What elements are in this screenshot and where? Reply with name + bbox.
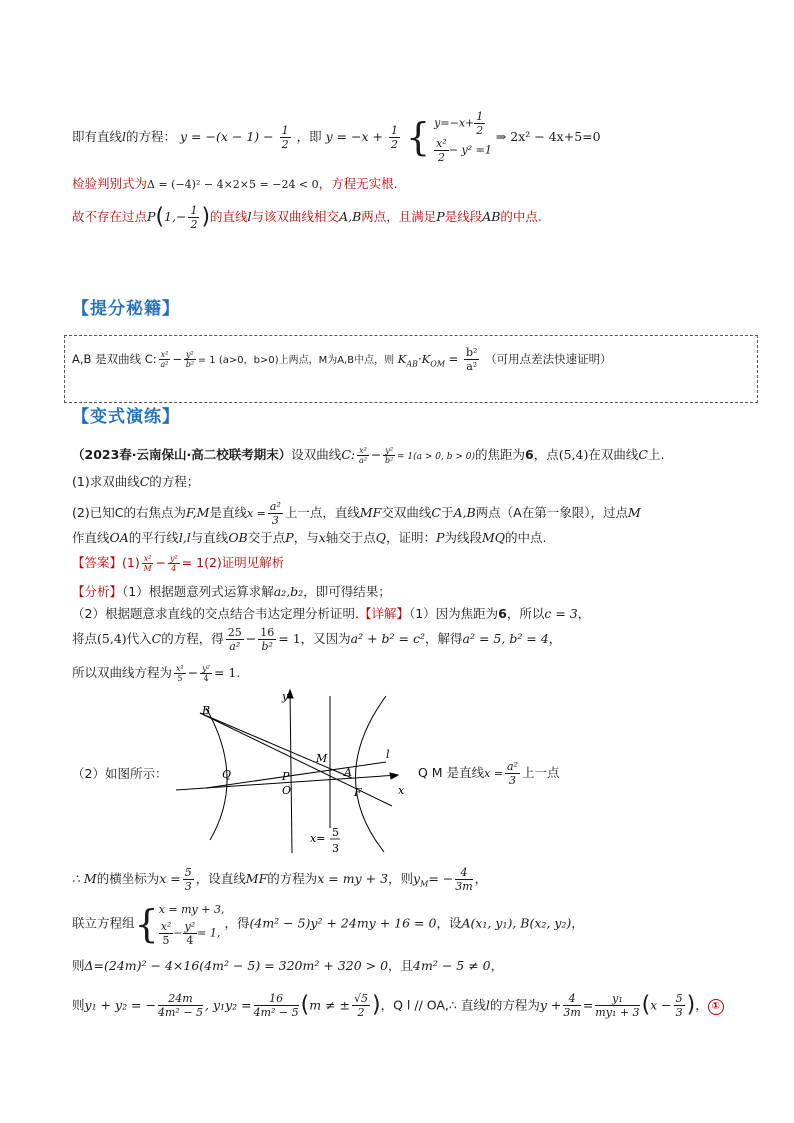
num: y²: [186, 350, 194, 359]
text: 的方程为: [267, 871, 318, 886]
math: P: [285, 530, 294, 545]
den: 3: [508, 774, 516, 787]
text: 的方程，得: [161, 631, 224, 646]
math: A,B: [453, 505, 476, 520]
equation: y = −x +: [325, 129, 384, 144]
section-heading-practice: 【变式演练】: [72, 407, 180, 427]
hyperbola-figure: [176, 688, 416, 856]
math: OB: [228, 530, 248, 545]
text: ·: [418, 352, 422, 366]
label-a: A: [344, 766, 352, 779]
text: 设双曲线: [291, 447, 342, 462]
label-xline: x=: [310, 832, 326, 845]
text: (2)证明见解析: [204, 555, 285, 570]
text: 的横坐标为: [96, 871, 160, 886]
line-discriminant: [72, 176, 398, 193]
math: , y₁y₂ =: [205, 997, 252, 1013]
sub: M: [420, 879, 429, 889]
problem-part1: [72, 474, 199, 490]
text: ，Q l // OA,∴ 直线: [380, 997, 486, 1013]
text: 所以双曲线方程为: [72, 665, 173, 680]
den: M: [143, 564, 152, 573]
solution-line-2: 所以双曲线方程为 $\frac{\text{x²}}{5}$ − $\frac{\text{y²}}{4}$ = 1.: [72, 664, 241, 683]
den: b²: [185, 360, 195, 369]
num: 16: [254, 992, 299, 1006]
text: (2)已知: [72, 505, 115, 520]
text: ，与: [293, 530, 319, 545]
num: 5: [675, 992, 683, 1005]
num: y²: [202, 664, 210, 673]
den: my₁ + 3: [595, 1006, 640, 1019]
den: 3m: [455, 880, 473, 893]
text: 则: [72, 997, 85, 1013]
label-m: M: [316, 752, 328, 765]
math: ∴ M: [72, 871, 97, 886]
num: 1: [391, 123, 399, 137]
text: (1): [122, 555, 140, 570]
eq-row: y=−x+: [434, 116, 475, 130]
math: = 1(a > 0, b > 0): [397, 452, 476, 462]
text: ，证明：: [386, 530, 437, 545]
text: 检验判别式为: [72, 176, 148, 191]
label-l: l: [386, 748, 390, 761]
xline-den: 3: [332, 842, 339, 855]
line-bf: [200, 713, 392, 806]
text: 的方程；: [149, 474, 200, 489]
tip-text: [72, 346, 612, 374]
math: y: [413, 871, 421, 886]
math: A(x₁, y₁), B(x₂, y₂): [461, 915, 572, 931]
text: 上一点，直线: [284, 505, 360, 520]
den: 3m: [563, 1006, 581, 1019]
math-var: A,B: [339, 209, 362, 224]
math: OA: [109, 530, 129, 545]
text: = 1 (a>0，b>0)上两点，M为A,B中点，则: [197, 355, 395, 366]
text: 故不存在过点: [72, 209, 148, 224]
math: x: [318, 530, 326, 545]
circled-number: ①: [708, 999, 724, 1015]
source: （2023春·云南保山·高二校联考期末）: [72, 447, 292, 462]
line-conclusion: 故不存在过点P(1,− $\frac{1}{2}$ )的直线l与该双曲线相交A,B两点，且满足P是线段AB的中点.: [72, 204, 542, 231]
text: 两点，且满足: [361, 209, 437, 224]
figure-prefix: （2）如图所示：: [72, 766, 168, 781]
math: x =: [246, 507, 266, 520]
problem-part2-line1: [72, 500, 641, 527]
text: (1)求双曲线: [72, 474, 140, 489]
num: 1: [190, 204, 198, 217]
den: 4m² − 5: [253, 1006, 299, 1019]
num: 1: [281, 123, 289, 137]
right-branch: [355, 696, 386, 852]
label-q: Q: [222, 768, 232, 781]
num: √5: [354, 992, 369, 1005]
label-o: O: [282, 784, 292, 797]
solution-line-1: 将点(5,4)代入C的方程，得 $\frac{25}{\text{a²}}$ − $\frac{16}{\text{b²}}$ = 1，又因为a² + b² = c²，解得a² = 5, b² = 4，: [72, 626, 562, 653]
label-x: x: [398, 784, 405, 797]
eq-row: − y² =1: [448, 143, 492, 157]
line-discriminant-2: [72, 958, 503, 974]
text: ，点: [533, 447, 559, 462]
math: x −: [650, 997, 672, 1013]
num: 4: [455, 866, 472, 880]
label: 【分析】: [72, 584, 123, 599]
label: 【答案】: [72, 555, 123, 570]
math: 1,−: [164, 209, 187, 224]
math: = 1.: [213, 665, 241, 680]
den: b²: [385, 456, 394, 465]
num: b²: [465, 346, 478, 359]
value: 6: [525, 447, 534, 462]
text: ，方程无实根.: [318, 176, 398, 191]
den: 3: [184, 880, 192, 893]
line-m-coordinate: [72, 866, 487, 893]
line-system: [72, 900, 584, 950]
text: 作直线: [72, 530, 110, 545]
num: x²: [359, 446, 367, 455]
text: 上一点: [521, 765, 560, 780]
line-vieta: 则y₁ + y₂ = − $\frac{24m}{\text{4m² − 5}}$ , y₁y₂ = $\frac{16}{\text{4m² − 5}}$ (m ≠ ± $\frac{√5}{2}$ )，Q l // OA,∴ 直线l的方程为y + $\frac{4}{3m}$ = $\frac{\text{y₁}}{\text{my₁ + 3}}$ (x − $\frac{5}{3}$ )， ①: [72, 992, 724, 1032]
analysis-line-2: [72, 606, 590, 622]
den: 2: [391, 137, 399, 151]
figure-note: [418, 760, 559, 787]
math: C: [139, 474, 150, 489]
math: P: [436, 530, 445, 545]
num: a²: [507, 760, 518, 773]
text: （1）因为焦距为: [408, 606, 499, 621]
math: a₂,b₂: [273, 584, 304, 599]
den: a²: [358, 456, 367, 465]
den: 4m² − 5: [157, 1006, 204, 1019]
num: y²: [184, 920, 196, 933]
text: 是直线: [209, 505, 247, 520]
text: ，解得: [425, 631, 463, 646]
math: MF: [359, 505, 382, 520]
math: a² = 5, b² = 4: [462, 631, 549, 646]
analysis-line-1: [72, 584, 391, 600]
math: K: [421, 352, 431, 366]
label-y: y: [282, 690, 289, 703]
num: x²: [160, 920, 172, 933]
math: (5,4): [97, 631, 127, 646]
math: F,M: [185, 505, 210, 520]
fraction: [280, 124, 291, 151]
text: C的右焦点为: [114, 505, 186, 520]
math: C: [431, 505, 441, 520]
answer-line: 【答案】(1) $\frac{\text{x²}}{M}$ − $\frac{\text{y²}}{4}$ = 1(2)证明见解析: [72, 554, 285, 573]
math: MF: [245, 871, 268, 886]
text: （可用点差法快速证明）: [485, 352, 612, 366]
den: a²: [160, 360, 169, 369]
math: a² + b² = c²: [350, 631, 426, 646]
math: C: [151, 631, 162, 646]
text: 是线段: [444, 209, 483, 224]
text: 联立方程组: [72, 915, 135, 931]
text: ，即: [296, 129, 322, 144]
math: x =: [484, 767, 503, 780]
xline-num: 5: [332, 826, 339, 839]
text: ，又因为: [300, 631, 351, 646]
math: C: [638, 447, 648, 462]
num: x²: [160, 350, 169, 359]
text: 的焦距为: [475, 447, 526, 462]
text: ，: [577, 606, 591, 621]
text: ，且: [388, 958, 414, 973]
text: 上.: [647, 447, 665, 462]
math: l: [485, 997, 490, 1013]
text: 与该双曲线相交: [251, 209, 340, 224]
text: 轴交于点: [325, 530, 376, 545]
math: =: [582, 997, 594, 1013]
equation-system: [434, 110, 492, 164]
math: c = 3: [544, 606, 578, 621]
line-l: [206, 762, 386, 788]
left-brace: {: [406, 115, 431, 159]
num: 5: [184, 866, 192, 879]
equation-system: x = my + 3, $\frac{\text{x²}}{5}$ − $\frac{\text{y²}}{4}$ = 1,: [159, 900, 225, 947]
math: = 1: [278, 631, 301, 646]
math: y₁ + y₂ = −: [84, 997, 156, 1013]
text: 与直线: [190, 530, 229, 545]
text: ，设直线: [195, 871, 246, 886]
value: 6: [498, 606, 507, 621]
den: 2: [357, 1006, 365, 1019]
math: m ≠ ±: [309, 997, 350, 1013]
math-var: l: [247, 209, 252, 224]
equation: y = −(x − 1) −: [180, 129, 274, 144]
text: ，所以: [506, 606, 545, 621]
label: 【详解】: [358, 606, 409, 621]
text: ，: [571, 915, 584, 931]
math: x =: [159, 871, 181, 886]
text: = 1: [181, 555, 205, 570]
text: 的平行线: [128, 530, 179, 545]
text: （1）根据题意列式运算求解: [122, 584, 274, 599]
label-b: B: [202, 704, 211, 717]
y-axis: [290, 690, 292, 853]
text: Q M 是直线: [418, 765, 485, 780]
text: 的中点.: [500, 209, 542, 224]
num: 4: [563, 992, 580, 1006]
text: 于: [440, 505, 454, 520]
math: M: [627, 505, 641, 520]
sub: AB: [406, 359, 419, 369]
problem-line-1: （2023春·云南保山·高二校联考期末）设双曲线C: $\frac{\text{x²}}{\text{a²}}$ − $\frac{\text{y²}}{\text{b²}}$ = 1(a > 0, b > 0)的焦距为6，点(5,4)在双曲线C上.: [72, 446, 665, 465]
math: MQ: [481, 530, 506, 545]
line-line-equation: [72, 110, 601, 170]
text: ，则: [388, 871, 414, 886]
text: ，: [490, 958, 504, 973]
den: 3: [675, 1006, 683, 1019]
text: ，设: [436, 915, 462, 931]
math: 4m² − 5 ≠ 0: [413, 958, 491, 973]
num: y₁: [595, 992, 639, 1006]
sub: OM: [430, 359, 446, 369]
den: 2: [190, 218, 198, 231]
den: b²: [261, 640, 273, 653]
text: ，得: [224, 915, 250, 931]
den: 3: [271, 514, 279, 527]
math: Δ=(24m)² − 4×16(4m² − 5) = 320m² + 320 > 0: [84, 958, 389, 973]
math: l,l: [178, 530, 191, 545]
math: (5,4): [558, 447, 589, 462]
text: ，即可得结果；: [303, 584, 391, 599]
den: 2: [437, 151, 445, 164]
text: 的中点.: [505, 530, 547, 545]
num: y²: [385, 446, 394, 455]
text: ，: [695, 997, 708, 1013]
left-brace: {: [134, 901, 159, 946]
label-p: P: [282, 770, 290, 783]
math-var: P: [436, 209, 445, 224]
math: Q: [375, 530, 387, 545]
text: 将点: [72, 631, 98, 646]
math-var: P: [147, 209, 156, 224]
text: 的直线: [210, 209, 248, 224]
text: 则: [72, 958, 85, 973]
math: y +: [539, 997, 562, 1013]
num: a²: [269, 500, 281, 513]
num: 24m: [158, 992, 203, 1006]
den: 2: [476, 124, 484, 137]
text: 为线段: [444, 530, 482, 545]
text: A,B 是双曲线 C:: [72, 352, 157, 366]
eq-row: x = my + 3,: [158, 903, 225, 916]
problem-part2-line2: [72, 530, 547, 546]
label-f: F: [354, 786, 362, 799]
math: K: [397, 352, 407, 366]
text: 交双曲线: [381, 505, 432, 520]
math: C:: [341, 447, 356, 462]
text: ，: [548, 631, 562, 646]
x-axis-arrow: [390, 773, 398, 779]
math-var: AB: [482, 209, 501, 224]
num: x²: [176, 664, 184, 673]
math-var: l: [122, 129, 127, 144]
text: （2）根据题意求直线的交点结合韦达定理分析证明.: [72, 606, 359, 621]
text: 即有直线: [72, 129, 123, 144]
den: a²: [229, 640, 241, 653]
num: x²: [436, 137, 447, 150]
den: a²: [466, 360, 478, 373]
num: 1: [476, 110, 484, 123]
equation: ⇒ 2x² − 4x+5=0: [495, 129, 601, 144]
text: 的方程：: [126, 129, 177, 144]
equation: Δ = (−4)² − 4×2×5 = −24 < 0: [147, 178, 319, 191]
text: 两点（A在第一象限），过点: [475, 505, 628, 520]
text: 代入: [126, 631, 152, 646]
text: =: [448, 352, 459, 366]
math: (4m² − 5)y² + 24my + 16 = 0: [249, 915, 437, 931]
num: y²: [169, 554, 178, 563]
text: 在双曲线: [588, 447, 639, 462]
text: 的方程为: [489, 997, 540, 1013]
text: 交于点: [247, 530, 286, 545]
fraction: [389, 124, 400, 151]
text: −: [172, 352, 182, 366]
math: = −: [428, 871, 454, 886]
den: 2: [281, 137, 289, 151]
math: x = my + 3: [317, 871, 389, 886]
eq-row: = 1,: [197, 926, 221, 940]
num: x²: [143, 554, 152, 563]
text: ，: [474, 871, 488, 886]
section-heading-tips: 【提分秘籍】: [72, 299, 180, 319]
